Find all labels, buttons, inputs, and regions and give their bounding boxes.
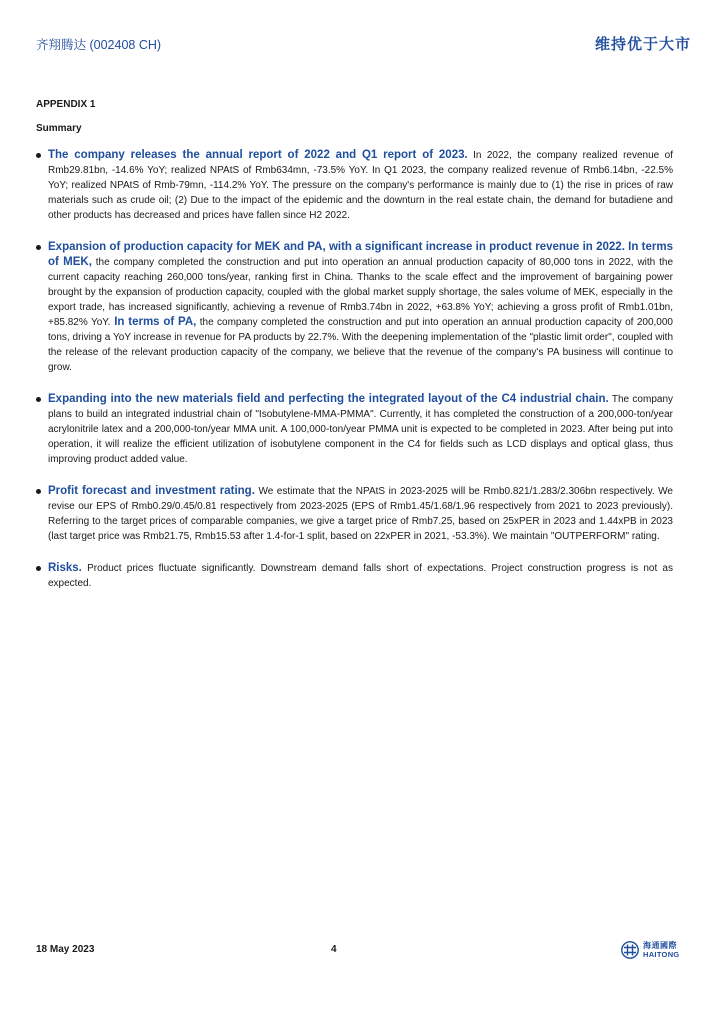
logo-english-text: HAITONG	[643, 950, 680, 959]
bullet-dot-icon	[36, 566, 41, 571]
header-company-ticker: 齐翔腾达 (002408 CH)	[36, 38, 162, 52]
bullet-body: Product prices fluctuate significantly. Downstream demand falls short of expectations. Project construction progress is not as expected.	[48, 563, 673, 589]
bullet-risks	[36, 561, 673, 591]
bullet-body: the company completed the construction and put into operation an annual production capacity of 80,000 tons in 2022, with the current capacity reaching 260,000 tons/year, ranking first in China. Thanks to the scale effect and the improvement of bargaining power brought by the expansion of production capacity, coupled with the global market supply shortage, the sales volume of MEK, especially in the export trade, has increased significantly, achieving a revenue of Rmb3.74bn in 2022, +63.8% YoY; achieving a gross profit of Rmb1.01bn, +85.82% YoY.	[48, 257, 673, 328]
bullet-body: We estimate that the NPAtS in 2023-2025 will be Rmb0.821/1.283/2.306bn respectively. We revise our EPS of Rmb0.29/0.45/0.81 respectively from 2023-2025 (EPS of Rmb1.45/1.68/1.96 respectively from 2021 to 2023 previously). Referring to the target prices of comparable companies, we give a target price of Rmb7.25, based on 25xPER in 2023 and 1.44xPB in 2023 (last target price was Rmb21.75, Rmb15.53 after 1.4-for-1 split, based on 22xPER in 2021, -53.3%). We maintain "OUTPERFORM" rating.	[48, 486, 673, 542]
section-title: Summary	[36, 123, 82, 134]
bullet-dot-icon	[36, 489, 41, 494]
bullet-dot-icon	[36, 397, 41, 402]
page-number: 4	[331, 944, 337, 955]
bullet-dot-icon	[36, 245, 41, 250]
bullet-headline: Expansion of production capacity for MEK and PA, with a significant increase in product revenue in 2022. In terms of MEK,	[48, 241, 673, 268]
bullet-body: the company completed the construction and put into operation an annual production capacity of 200,000 tons, driving a YoY increase in revenue for PA products by 22.7%. With the deepening implementation of the "plastic limit order", coupled with the release of the relevant production capacity of the company, we believe that the revenue of the company's PA business will continue to grow.	[48, 317, 673, 373]
bullet-dot-icon	[36, 153, 41, 158]
bullet-new-materials	[36, 392, 673, 467]
logo-chinese-text: 海通國際	[643, 941, 677, 950]
bullet-headline: Profit forecast and investment rating.	[48, 485, 255, 497]
bullet-headline: The company releases the annual report of 2022 and Q1 report of 2023.	[48, 149, 468, 161]
bullet-capacity-expansion	[36, 240, 673, 375]
bullet-body: The company plans to build an integrated industrial chain of "Isobutylene-MMA-PMMA". Currently, it has completed the construction of a 200,000-ton/year acrylonitrile latex and a 200,000-ton/year MMA unit. A 100,000-ton/year PMMA unit is expected to be completed in 2023. After being put into operation, it will realize the efficient utilization of isobutylene component in the C4 for fields such as LCD displays and optical glass, thus improving product added value.	[48, 394, 674, 465]
haitong-logo	[621, 940, 681, 962]
bullet-annual-report	[36, 148, 673, 223]
bullet-headline: Risks.	[48, 562, 82, 574]
bullet-profit-forecast	[36, 484, 673, 544]
bullet-body: In 2022, the company realized revenue of Rmb29.81bn, -14.6% YoY; realized NPAtS of Rmb634mn, -73.5% YoY. In Q1 2023, the company realized revenue of Rmb6.14bn, -22.5% YoY; realized NPAtS of Rmb-79mn, -114.2% YoY. The pressure on the company's performance is mainly due to (1) the rise in prices of raw materials such as crude oil; (2) Due to the impact of the epidemic and the downturn in the real estate chain, the demand for butadiene and other products has decreased and prices have fallen since H2 2022.	[48, 150, 673, 221]
haitong-logo-icon	[621, 941, 639, 959]
bullet-headline: Expanding into the new materials field and perfecting the integrated layout of the C4 industrial chain.	[48, 393, 609, 405]
appendix-label: APPENDIX 1	[36, 99, 96, 110]
footer-date: 18 May 2023	[36, 944, 95, 955]
header-rating-tagline: 维持优于大市	[594, 36, 691, 53]
bullet-subheadline: In terms of PA,	[110, 316, 197, 328]
summary-bullet-list	[36, 148, 673, 608]
